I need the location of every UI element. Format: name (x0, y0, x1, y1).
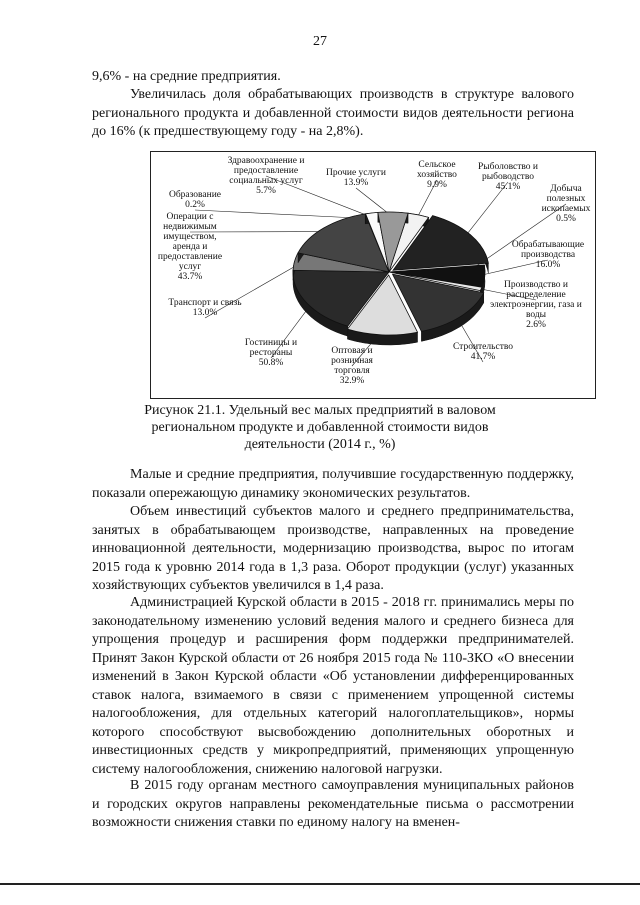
slice-label-text: Гостиницы и рестораны (244, 338, 298, 358)
slice-label-text: Транспорт и связь (168, 298, 242, 308)
slice-label (159, 298, 251, 318)
slice-label (321, 168, 391, 188)
slice-label (406, 160, 468, 190)
slice-value-text: 43.7% (177, 272, 203, 282)
slice-label-text: Рыболовство и рыбоводство (477, 162, 539, 182)
slice-value-text: 45.1% (495, 182, 521, 192)
paragraph-1: Увеличилась доля обрабатывающих производств в структуре валового регионального продукта и добавленной стоимости видов деятельности региона до 16% (к предшествующему году - на 2,8%). (92, 87, 574, 139)
slice-label-text: Добыча полезных ископаемых (541, 184, 591, 214)
slice-value-text: 5.7% (256, 186, 276, 196)
slice-label (449, 342, 517, 362)
slice-label (489, 280, 583, 330)
page-number: 27 (313, 34, 327, 49)
slice-label-text: Оптовая и розничная торговля (331, 346, 373, 376)
slice-value-text: 13.0% (192, 308, 218, 318)
slice-label (319, 346, 385, 386)
paragraph-3: Объем инвестиций субъектов малого и среднего предпринимательства, занятых в обрабатывающем производстве, направленных на проведение инновационной деятельности, модернизацию производства, вырос по итогам 2015 года к уровню 2014 года в 1,3 раза. Оборот продукции (услуг) указанных хозяйствующих субъектов увеличился в 1,4 раза. (92, 504, 574, 593)
slice-value-text: 9.9% (427, 180, 447, 190)
slice-label (161, 190, 229, 210)
slice-label-text: Обрабатывающие производства (511, 240, 585, 260)
bottom-rule (0, 883, 640, 885)
figure-caption: Рисунок 21.1. Удельный вес малых предприятий в валовом региональном продукте и добавленной стоимости видов деятельности (2014 г., %) (144, 403, 496, 452)
slice-label-text: Прочие услуги (325, 168, 386, 178)
paragraph-0: 9,6% - на средние предприятия. (92, 69, 281, 84)
paragraph-5: В 2015 году органам местного самоуправления муниципальных районов и городских округов направлены рекомендательные письма о рассмотрении возможности снижения ставки по единому налогу на вменен- (92, 778, 574, 830)
slice-value-text: 0.2% (185, 200, 205, 210)
slice-value-text: 41.7% (470, 352, 496, 362)
slice-value-text: 13.9% (343, 178, 369, 188)
paragraph-2: Малые и средние предприятия, получившие государственную поддержку, показали опережающую динамику экономических результатов. (92, 467, 574, 501)
slice-label (151, 212, 229, 282)
slice-value-text: 50.8% (258, 358, 284, 368)
slice-value-text: 2.6% (526, 320, 546, 330)
slice-value-text: 0.5% (556, 214, 576, 224)
slice-label (239, 338, 303, 368)
slice-label-text: Здравоохранение и предоставление социальных услуг (227, 156, 305, 186)
paragraph-4: Администрацией Курской области в 2015 - 2018 гг. принимались меры по законодательному изменению условий ведения малого и среднего бизнеса для упрощения процедур и расширения форм поддержки предпринимателей. Принят Закон Курской области от 26 ноября 2015 года № 110-ЗКО «О внесении изменений в Закон Курской области «Об установлении дифференцированных ставок налога, взимаемого в связи с применением упрощенной системы налогообложения, для отдельных категорий налогоплательщиков», нормы которого способствуют высвобождению дополнительных оборотных и инвестиционных средств у микропредприятий, применяющих упрощенную систему налогообложения, снижению налоговой нагрузки. (92, 595, 574, 777)
slice-label-text: Строительство (452, 342, 514, 352)
slice-label-text: Образование (168, 190, 222, 200)
slice-label-text: Производство и распределение электроэнергии, газа и воды (490, 280, 582, 320)
slice-label (501, 240, 595, 270)
slice-label-text: Сельское хозяйство (417, 160, 457, 180)
slice-label (539, 184, 593, 224)
slice-value-text: 32.9% (339, 376, 365, 386)
slice-label-text: Операции с недвижимым имуществом, аренда и предоставление услуг (157, 212, 223, 272)
slice-value-text: 16.0% (535, 260, 561, 270)
pie-chart-figure (150, 151, 596, 399)
slice-label (473, 162, 543, 192)
pie-slices (293, 212, 488, 345)
slice-label (221, 156, 311, 196)
